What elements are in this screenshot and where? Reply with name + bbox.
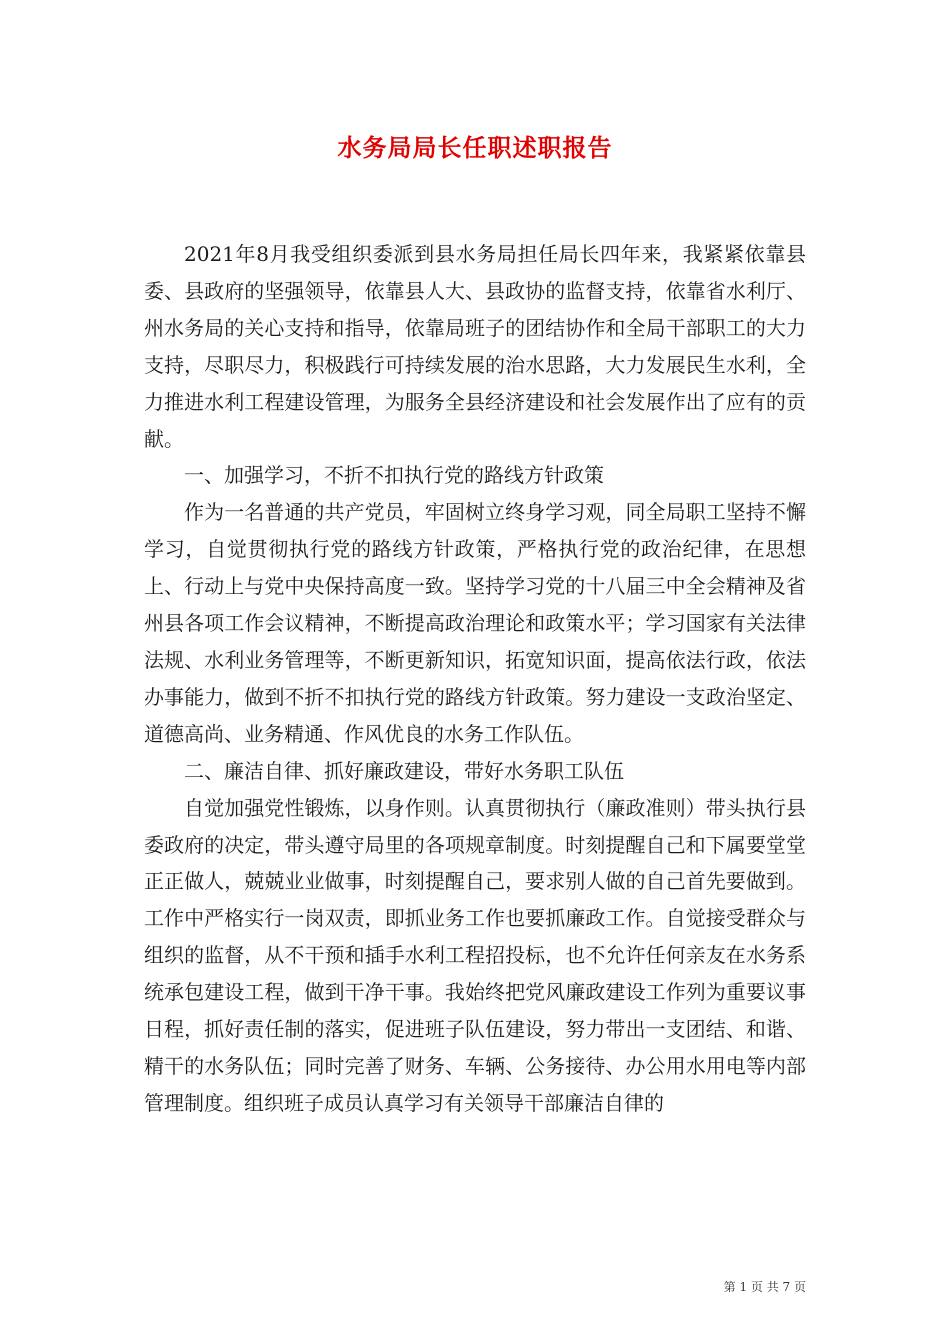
page-number-footer: 第 1 页 共 7 页	[723, 1280, 806, 1294]
paragraph-intro: 2021年8月我受组织委派到县水务局担任局长四年来，我紧紧依靠县委、县政府的坚强领导，依靠县人大、县政协的监督支持，依靠省水利厅、州水务局的关心支持和指导，依靠局班子的团结协作和全局干部职工的大力支持，尽职尽力，积极践行可持续发展的治水思路，大力发展民生水利，全力推进水利工程建设管理，为服务全县经济建设和社会发展作出了应有的贡献。	[144, 242, 806, 451]
paragraph-study: 作为一名普通的共产党员，牢固树立终身学习观，同全局职工坚持不懈学习，自觉贯彻执行党的路线方针政策，严格执行党的政治纪律，在思想上、行动上与党中央保持高度一致。坚持学习党的十八届三中全会精神及省州县各项工作会议精神，不断提高政治理论和政策水平；学习国家有关法律法规、水利业务管理等，不断更新知识，拓宽知识面，提高依法行政，依法办事能力，做到不折不扣执行党的路线方针政策。努力建设一支政治坚定、道德高尚、业务精通、作风优良的水务工作队伍。	[144, 500, 806, 746]
paragraph-integrity: 自觉加强党性锻炼，以身作则。认真贯彻执行（廉政准则）带头执行县委政府的决定，带头遵守局里的各项规章制度。时刻提醒自己和下属要堂堂正正做人，兢兢业业做事，时刻提醒自己，要求别人做的自己首先要做到。工作中严格实行一岗双责，即抓业务工作也要抓廉政工作。自觉接受群众与组织的监督，从不干预和插手水利工程招投标，也不允许任何亲友在水务系统承包建设工程，做到干净干事。我始终把党风廉政建设工作列为重要议事日程，抓好责任制的落实，促进班子队伍建设，努力带出一支团结、和谐、精干的水务队伍；同时完善了财务、车辆、公务接待、办公用水用电等内部管理制度。组织班子成员认真学习有关领导干部廉洁自律的	[144, 795, 806, 1115]
document-body	[144, 236, 806, 1122]
document-title: 水务局局长任职述职报告	[337, 133, 613, 162]
section-heading-1: 一、加强学习，不折不扣执行党的路线方针政策	[184, 463, 604, 488]
section-heading-2: 二、廉洁自律、抓好廉政建设，带好水务职工队伍	[184, 758, 624, 783]
